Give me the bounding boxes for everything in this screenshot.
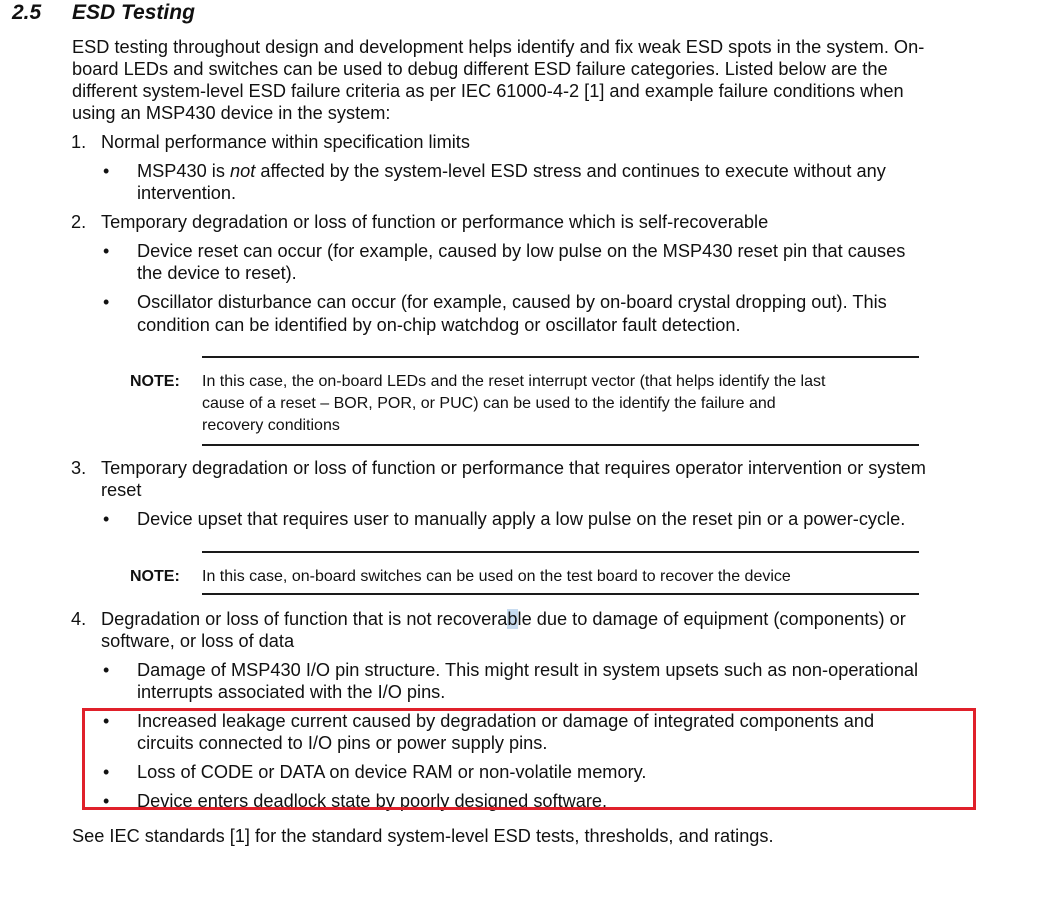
bullet-icon: • bbox=[103, 762, 110, 782]
bullet-icon: • bbox=[103, 509, 110, 529]
note-label: NOTE: bbox=[130, 373, 180, 390]
list-number: 4. bbox=[71, 609, 87, 629]
bullet-text: the device to reset). bbox=[137, 263, 297, 283]
bullet-text: intervention. bbox=[137, 183, 237, 203]
note-text: recovery conditions bbox=[202, 417, 340, 434]
bullet-icon: • bbox=[103, 241, 110, 261]
intro-line: using an MSP430 device in the system: bbox=[72, 103, 391, 123]
bullet-text: Device upset that requires user to manually apply a low pulse on the reset pin or a power-cycle. bbox=[137, 509, 906, 529]
bullet-text: MSP430 is not affected by the system-level ESD stress and continues to execute without any bbox=[137, 161, 886, 181]
bullet-text: condition can be identified by on-chip watchdog or oscillator fault detection. bbox=[137, 315, 741, 335]
list-item-text: Normal performance within specification limits bbox=[101, 132, 470, 152]
bullet-text: Device enters deadlock state by poorly designed software. bbox=[137, 791, 608, 811]
note-text: cause of a reset – BOR, POR, or PUC) can be used to the identify the failure and bbox=[202, 395, 776, 412]
note-text: In this case, on-board switches can be used on the test board to recover the device bbox=[202, 568, 791, 585]
bullet-icon: • bbox=[103, 292, 110, 312]
section-title: ESD Testing bbox=[72, 1, 195, 24]
list-item-text: Temporary degradation or loss of function or performance which is self-recoverable bbox=[101, 212, 769, 232]
bullet-text: Loss of CODE or DATA on device RAM or non-volatile memory. bbox=[137, 762, 647, 782]
list-number: 2. bbox=[71, 212, 87, 232]
note-rule-bottom bbox=[202, 593, 919, 595]
bullet-icon: • bbox=[103, 711, 110, 731]
bullet-text: Increased leakage current caused by degradation or damage of integrated components and bbox=[137, 711, 875, 731]
list-number: 3. bbox=[71, 458, 87, 478]
list-item-text: reset bbox=[101, 480, 142, 500]
intro-line: different system-level ESD failure criteria as per IEC 61000-4-2 [1] and example failure conditions when bbox=[72, 81, 904, 101]
bullet-text: interrupts associated with the I/O pins. bbox=[137, 682, 446, 702]
bullet-text: Device reset can occur (for example, caused by low pulse on the MSP430 reset pin that causes bbox=[137, 241, 906, 261]
bullet-text: Oscillator disturbance can occur (for example, caused by on-board crystal dropping out). This bbox=[137, 292, 887, 312]
list-item-text: Degradation or loss of function that is not recoverable due to damage of equipment (components) or bbox=[101, 609, 906, 629]
highlight-box bbox=[82, 708, 976, 810]
list-number: 1. bbox=[71, 132, 87, 152]
intro-line: board LEDs and switches can be used to debug different ESD failure categories. Listed below are the bbox=[72, 59, 888, 79]
bullet-icon: • bbox=[103, 660, 110, 680]
list-item-text: Temporary degradation or loss of function or performance that requires operator intervention or system bbox=[101, 458, 926, 478]
section-number: 2.5 bbox=[12, 1, 42, 24]
intro-line: ESD testing throughout design and development helps identify and fix weak ESD spots in the system. On- bbox=[72, 37, 925, 57]
bullet-text: Damage of MSP430 I/O pin structure. This might result in system upsets such as non-operational bbox=[137, 660, 919, 680]
note-rule-top bbox=[202, 551, 919, 553]
bullet-icon: • bbox=[103, 791, 110, 811]
bullet-icon: • bbox=[103, 161, 110, 181]
note-rule-bottom bbox=[202, 444, 919, 446]
bullet-text: circuits connected to I/O pins or power supply pins. bbox=[137, 733, 548, 753]
note-text: In this case, the on-board LEDs and the reset interrupt vector (that helps identify the last bbox=[202, 373, 826, 390]
note-label: NOTE: bbox=[130, 568, 180, 585]
closing-text: See IEC standards [1] for the standard system-level ESD tests, thresholds, and ratings. bbox=[72, 826, 774, 846]
text-cursor-highlight: b bbox=[507, 609, 518, 629]
note-rule-top bbox=[202, 356, 919, 358]
list-item-text: software, or loss of data bbox=[101, 631, 295, 651]
